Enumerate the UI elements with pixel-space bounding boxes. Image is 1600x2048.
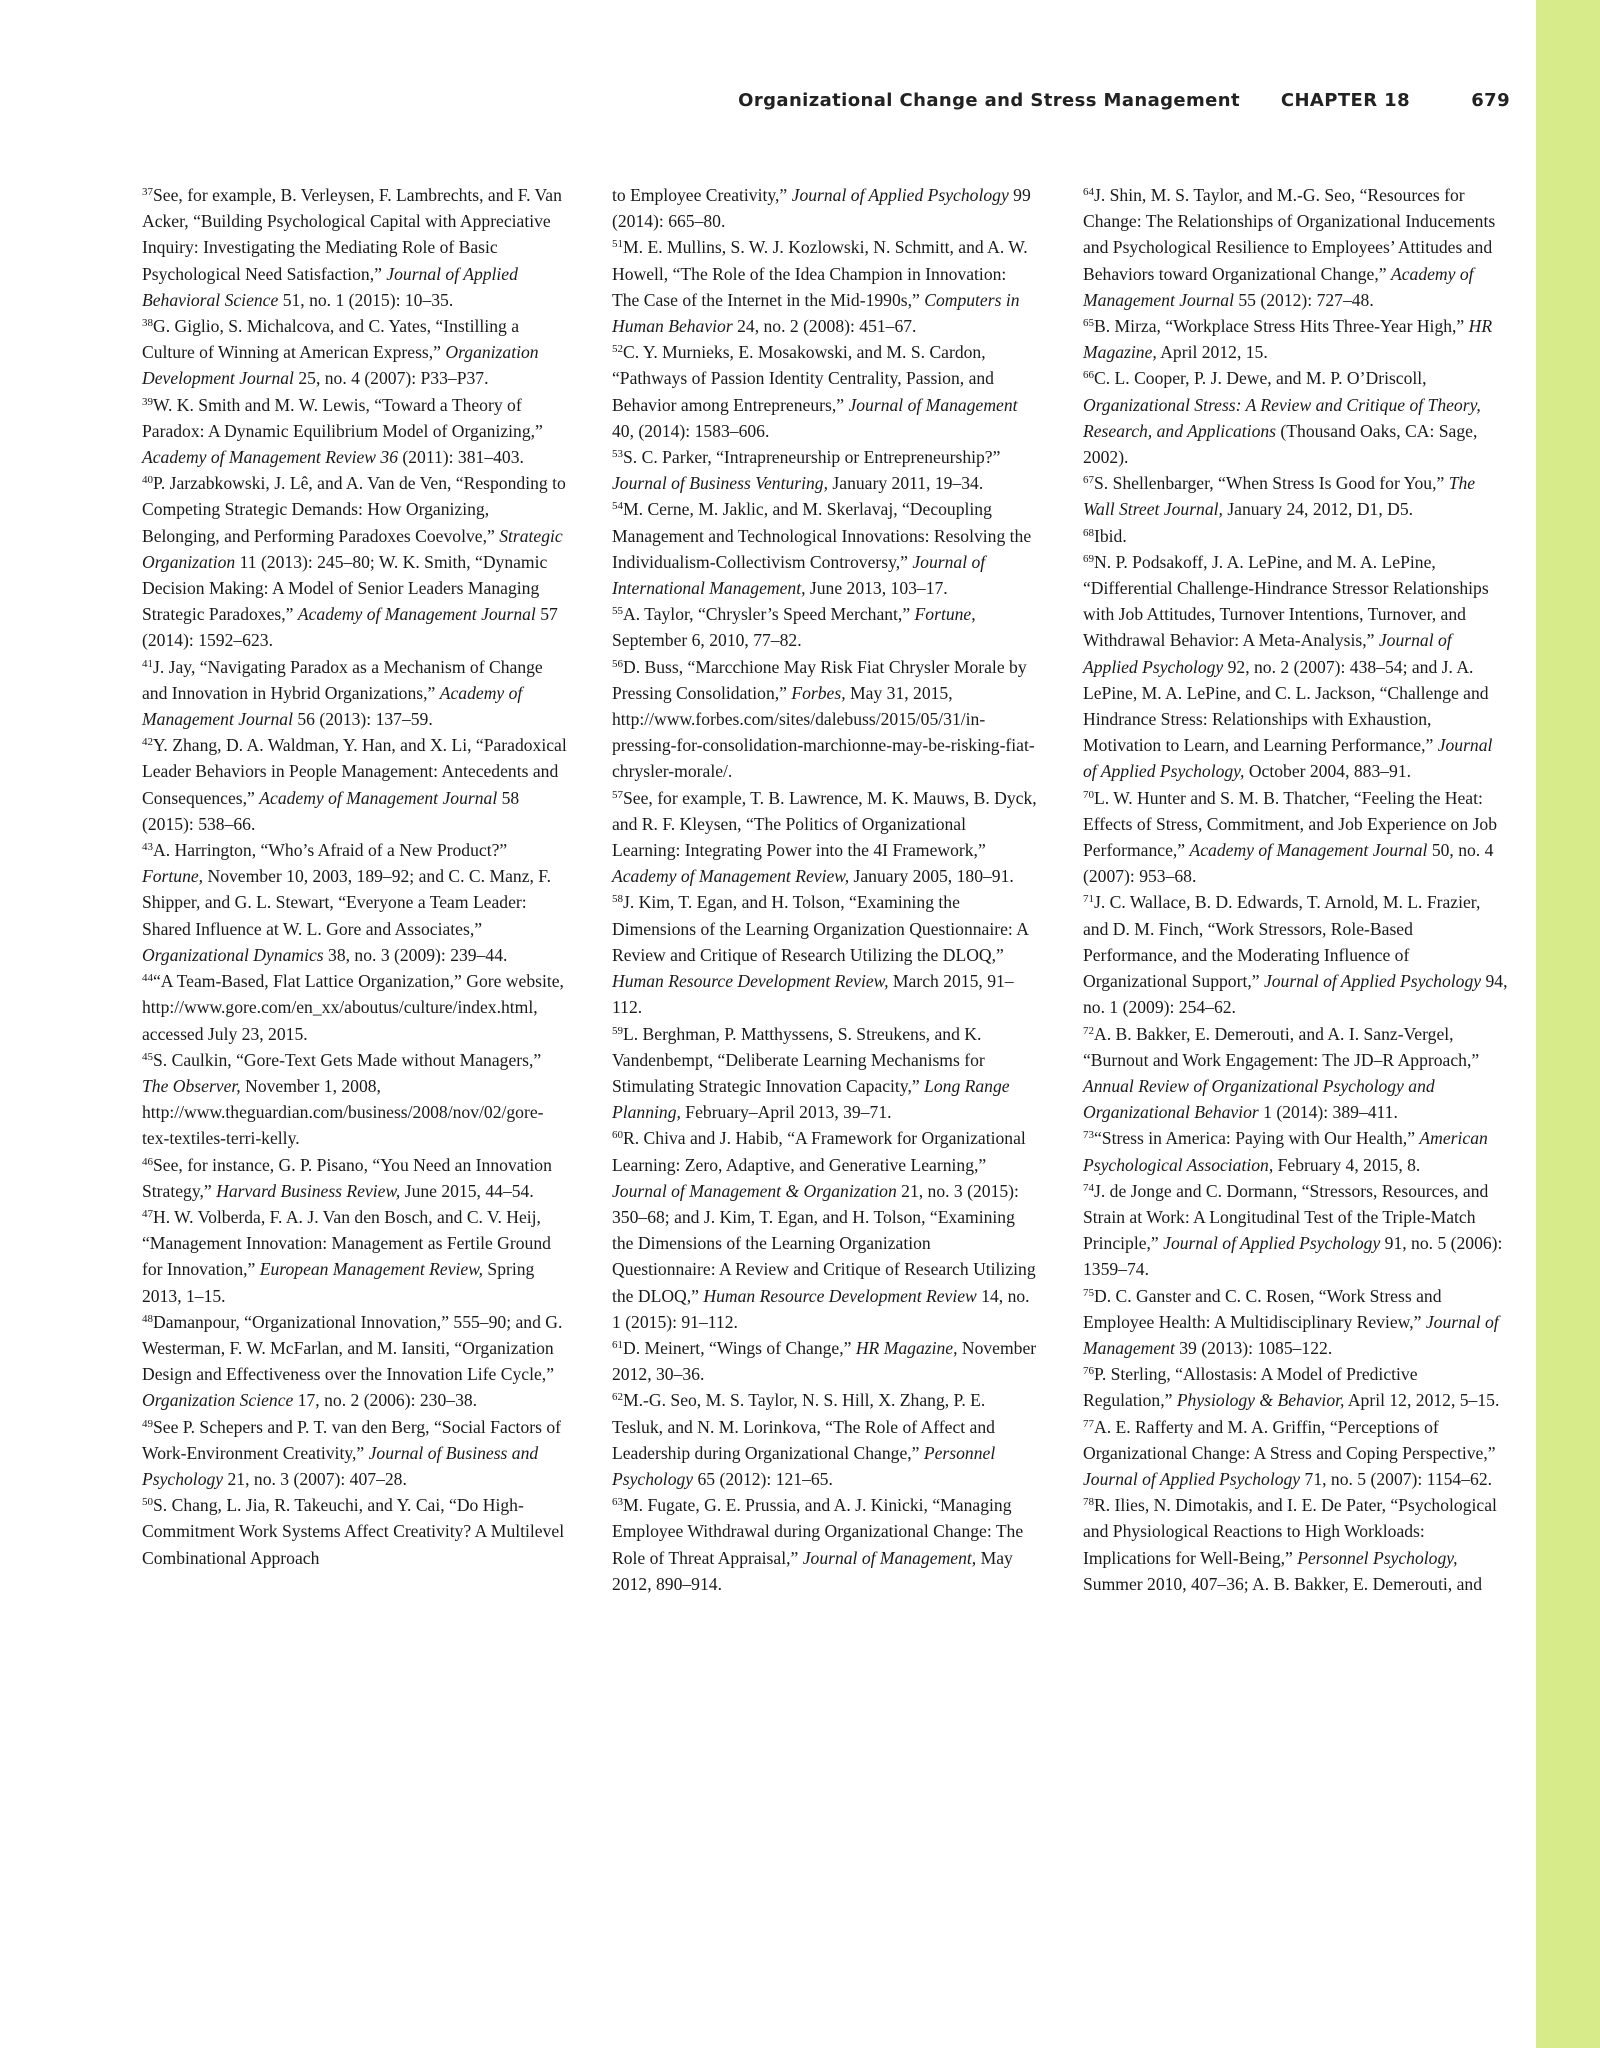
endnote-text: M. Cerne, M. Jaklic, and M. Skerlavaj, “Decoupling Management and Technological Innovations: Resolving the Individualism-Collectivism Controversy,” (612, 499, 1032, 572)
endnote-text: Spring 2013, 1–15. (142, 1259, 535, 1306)
endnote-text: 24, no. 2 (2008): 451–67. (732, 316, 917, 337)
endnote-text: 39 (2013): 1085–122. (1174, 1337, 1333, 1358)
endnote-source-title: American Psychological Association, (1083, 1128, 1488, 1175)
endnote-number: 64 (1083, 186, 1094, 198)
endnote-text: S. Chang, L. Jia, R. Takeuchi, and Y. Cai, “Do High-Commitment Work Systems Affect Creativity? A Multilevel Combinational Approach (142, 1495, 565, 1568)
endnote-number: 45 (142, 1050, 153, 1063)
endnote-text: February–April 2013, 39–71. (680, 1102, 892, 1123)
endnote-source-title: Personnel Psychology (612, 1442, 996, 1489)
endnote-entry (612, 1125, 1037, 1335)
endnote-source-title: Personnel Psychology, (1297, 1547, 1458, 1568)
endnote-source-title: Human Resource Development Review (703, 1285, 977, 1306)
endnote-text: 99 (2014): 665–80. (612, 185, 1031, 232)
endnote-entry (612, 785, 1037, 890)
endnote-entry (612, 1335, 1037, 1387)
endnote-entry (612, 234, 1037, 339)
endnote-text: May 2012, 890–914. (612, 1547, 1013, 1594)
endnote-source-title: Journal of Management & Organization (612, 1180, 897, 1201)
endnote-text: February 4, 2015, 8. (1273, 1154, 1421, 1175)
endnote-text: P. Jarzabkowski, J. Lê, and A. Van de Ven, “Responding to Competing Strategic Demands: How Organizing, Belonging, and Performing Paradoxes Coevolve,” (142, 473, 566, 546)
endnote-text: January 24, 2012, D1, D5. (1222, 499, 1414, 520)
endnote-source-title: Organizational Dynamics (142, 944, 324, 965)
endnote-source-title: Journal of Business and Psychology (142, 1442, 539, 1489)
endnote-text: 51, no. 1 (2015): 10–35. (278, 289, 454, 310)
endnote-text: H. W. Volberda, F. A. J. Van den Bosch, and C. V. Heij, “Management Innovation: Management as Fertile Ground for Innovation,” (142, 1206, 551, 1280)
endnote-text: A. B. Bakker, E. Demerouti, and A. I. Sanz-Vergel, “Burnout and Work Engagement: The JD–R Approach,” (1083, 1023, 1480, 1070)
endnote-source-title: Academy of Management Journal (259, 787, 498, 808)
endnote-source-title: The Observer, (142, 1075, 241, 1096)
endnote-entry (142, 732, 567, 837)
endnote-source-title: Journal of Applied Psychology, (1083, 735, 1493, 782)
notes-column-2 (612, 182, 1037, 1597)
notes-column-3 (1083, 182, 1508, 1597)
endnote-number: 76 (1083, 1365, 1094, 1378)
endnote-text: 21, no. 3 (2015): 350–68; and J. Kim, T. Egan, and H. Tolson, “Examining the Dimensions of the Learning Organization Questionnaire: A Review and Critique of Research Utilizing the DLOQ,” (612, 1180, 1036, 1306)
endnote-source-title: HR Magazine, (1083, 316, 1493, 363)
endnote-entry (612, 496, 1037, 601)
endnote-number: 75 (1083, 1286, 1094, 1299)
endnote-entry (1083, 1178, 1508, 1283)
endnote-number: 58 (612, 893, 623, 906)
endnote-number: 46 (142, 1155, 153, 1168)
endnote-source-title: Fortune, (142, 866, 204, 887)
endnote-number: 50 (142, 1496, 153, 1509)
endnote-entry (142, 1204, 567, 1309)
endnote-source-title: Journal of Applied Psychology (1083, 1468, 1301, 1489)
endnote-text: (2011): 381–403. (398, 447, 524, 468)
endnote-source-title: Strategic Organization (142, 525, 563, 572)
chapter-label: CHAPTER 18 (1280, 90, 1410, 111)
endnote-number: 42 (142, 736, 153, 749)
endnote-source-title: Long Range Planning, (612, 1075, 1010, 1123)
endnote-number: 67 (1083, 474, 1094, 487)
endnote-source-title: Journal of Applied Psychology (1263, 971, 1482, 992)
endnote-text: J. Jay, “Navigating Paradox as a Mechanism of Change and Innovation in Hybrid Organizations,” (142, 656, 543, 703)
endnote-text: S. Caulkin, “Gore-Text Gets Made without Managers,” (153, 1049, 542, 1070)
endnote-entry (1083, 365, 1508, 470)
endnote-source-title: Journal of Applied Psychology (1163, 1233, 1381, 1254)
endnote-text: 56 (2013): 137–59. (292, 709, 433, 730)
endnote-entry (142, 392, 567, 471)
endnote-entry (142, 313, 567, 392)
endnote-text: “Stress in America: Paying with Our Health,” (1094, 1128, 1420, 1149)
endnote-text: J. C. Wallace, B. D. Edwards, T. Arnold, M. L. Frazier, and D. M. Finch, “Work Stressors, Role-Based Performance, and the Moderating Influence of Organizational Support,” (1083, 892, 1481, 992)
endnote-number: 44 (142, 972, 153, 985)
endnote-source-title: Annual Review of Organizational Psychology and Organizational Behavior (1083, 1075, 1435, 1123)
endnote-entry (1083, 1492, 1508, 1597)
endnote-source-title: Academy of Management Review, (612, 866, 850, 887)
endnote-entry (1083, 182, 1508, 313)
endnote-text: November 10, 2003, 189–92; and C. C. Manz, F. Shipper, and G. L. Stewart, “Everyone a Team Leader: Shared Influence at W. L. Gore and Associates,” (142, 866, 552, 939)
endnote-source-title: Harvard Business Review, (216, 1180, 401, 1201)
endnote-source-title: The Wall Street Journal, (1083, 473, 1476, 520)
endnote-source-title: Organization Development Journal (142, 342, 539, 389)
endnote-source-title: Journal of Applied Behavioral Science (142, 263, 518, 310)
endnote-number: 41 (142, 657, 153, 670)
endnote-number: 60 (612, 1129, 623, 1142)
endnote-text: 14, no. 1 (2015): 91–112. (612, 1285, 1030, 1332)
endnote-text: R. Ilies, N. Dimotakis, and I. E. De Pater, “Psychological and Physiological Reactions to High Workloads: Implications for Well-Being,” (1083, 1495, 1497, 1568)
endnote-text: March 2015, 91–112. (612, 971, 1014, 1018)
endnote-source-title: Journal of Management (848, 394, 1018, 415)
endnote-text: 92, no. 2 (2007): 438–54; and J. A. LePine, M. A. LePine, and C. L. Jackson, “Challenge and Hindrance Stress: Relationships with Exhaustion, Motivation to Learn, and Learning Performance,” (1083, 656, 1489, 756)
endnote-text: See, for instance, G. P. Pisano, “You Need an Innovation Strategy,” (142, 1154, 552, 1201)
endnote-text: Y. Zhang, D. A. Waldman, Y. Han, and X. Li, “Paradoxical Leader Behaviors in People Management: Antecedents and Consequences,” (142, 735, 567, 808)
page-edge-color-band (1536, 0, 1600, 2048)
endnote-number: 73 (1083, 1129, 1094, 1142)
endnote-entry (1083, 470, 1508, 522)
endnote-entry (142, 1047, 567, 1152)
endnote-text: May 31, 2015, http://www.forbes.com/sites/dalebuss/2015/05/31/in-pressing-for-consolidation-marchionne-may-be-risking-fiat-chrysler-morale/. (612, 682, 1035, 782)
endnote-source-title: Journal of Business Venturing, (612, 473, 829, 494)
endnote-text: C. L. Cooper, P. J. Dewe, and M. P. O’Driscoll, (1094, 368, 1427, 389)
endnote-text: 17, no. 2 (2006): 230–38. (293, 1390, 478, 1411)
endnote-number: 48 (142, 1312, 153, 1325)
endnote-entry (612, 339, 1037, 444)
endnote-text: M. E. Mullins, S. W. J. Kozlowski, N. Schmitt, and A. W. Howell, “The Role of the Idea Champion in Innovation: The Case of the Internet in the Mid-1990s,” (612, 237, 1028, 310)
endnote-number: 43 (142, 841, 153, 854)
endnote-entry (142, 837, 567, 968)
endnote-text: January 2011, 19–34. (828, 473, 984, 494)
endnote-entry (612, 654, 1037, 785)
endnote-number: 61 (612, 1338, 623, 1351)
endnote-source-title: Journal of Applied Psychology (791, 185, 1009, 205)
endnote-entry (612, 1387, 1037, 1492)
endnote-source-title: Journal of Management (1083, 1311, 1499, 1358)
endnote-number: 38 (142, 317, 153, 330)
endnote-text: A. E. Rafferty and M. A. Griffin, “Perceptions of Organizational Change: A Stress and Coping Perspective,” (1083, 1416, 1496, 1463)
endnote-number: 51 (612, 238, 623, 251)
endnote-text: S. C. Parker, “Intrapreneurship or Entrepreneurship?” (623, 447, 1001, 468)
endnote-entry (1083, 1125, 1508, 1177)
endnote-text: C. Y. Murnieks, E. Mosakowski, and M. S. Cardon, “Pathways of Passion Identity Centrality, Passion, and Behavior among Entrepreneurs,” (612, 342, 994, 415)
endnote-entry (142, 1414, 567, 1493)
endnote-number: 39 (142, 395, 153, 408)
endnote-text: 50, no. 4 (2007): 953–68. (1083, 840, 1494, 887)
endnote-number: 72 (1083, 1024, 1094, 1037)
endnote-source-title: Academy of Management Journal (142, 682, 523, 730)
endnote-entry (612, 601, 1037, 653)
endnote-text: A. Taylor, “Chrysler’s Speed Merchant,” (623, 604, 915, 625)
endnote-number: 53 (612, 448, 623, 461)
endnote-source-title: Academy of Management Journal (1189, 840, 1428, 861)
endnote-entry (142, 1492, 567, 1571)
endnote-entry (1083, 523, 1508, 549)
endnote-source-title: Journal of Applied Psychology (1083, 630, 1452, 677)
endnote-number: 56 (612, 657, 623, 670)
endnote-entry (142, 1309, 567, 1414)
endnote-source-title: HR Magazine, (855, 1337, 958, 1358)
endnote-text: “A Team-Based, Flat Lattice Organization,” Gore website, http://www.gore.com/en_xx/aboutus/culture/index.html, accessed July 23, 2015. (142, 971, 564, 1044)
endnote-number: 77 (1083, 1417, 1094, 1430)
endnote-text: M.-G. Seo, M. S. Taylor, N. S. Hill, X. Zhang, P. E. Tesluk, and N. M. Lorinkova, “The Role of Affect and Leadership during Organizational Change,” (612, 1390, 995, 1463)
endnote-text: September 6, 2010, 77–82. (612, 630, 802, 651)
endnote-text: November 1, 2008, http://www.theguardian.com/business/2008/nov/02/gore-tex-textiles-terri-kelly. (142, 1075, 544, 1149)
endnote-number: 62 (612, 1391, 623, 1404)
endnote-text: Damanpour, “Organizational Innovation,” 555–90; and G. Westerman, F. W. McFarlan, and M. Iansiti, “Organization Design and Effectiveness over the Innovation Life Cycle,” (142, 1311, 563, 1385)
endnote-source-title: Fortune, (914, 604, 976, 625)
endnote-source-title: Journal of International Management, (612, 551, 986, 599)
endnote-source-title: Human Resource Development Review, (612, 971, 889, 992)
endnote-entry (1083, 1021, 1508, 1126)
endnote-number: 47 (142, 1207, 153, 1220)
endnote-source-title: Physiology & Behavior, (1176, 1390, 1345, 1411)
endnote-source-title: Academy of Management Journal (1083, 263, 1474, 310)
endnote-number: 59 (612, 1024, 623, 1037)
endnote-text: N. P. Podsakoff, J. A. LePine, and M. A. LePine, “Differential Challenge-Hindrance Stressor Relationships with Job Attitudes, Turnover Intentions, Turnover, and Withdrawal Behavior: A Meta-Analysis,” (1083, 551, 1489, 651)
endnote-text: R. Chiva and J. Habib, “A Framework for Organizational Learning: Zero, Adaptive, and Generative Learning,” (612, 1128, 1026, 1175)
endnote-number: 52 (612, 343, 623, 356)
page-number: 679 (1471, 90, 1510, 111)
endnote-text: J. Kim, T. Egan, and H. Tolson, “Examining the Dimensions of the Learning Organization Questionnaire: A Review and Critique of Research Utilizing the DLOQ,” (612, 892, 1028, 965)
notes-column-1 (142, 182, 567, 1571)
endnote-entry (612, 182, 1037, 234)
running-header (0, 90, 1510, 116)
endnote-text: April 2012, 15. (1156, 342, 1268, 363)
endnote-text: J. Shin, M. S. Taylor, and M.-G. Seo, “Resources for Change: The Relationships of Organizational Inducements and Psychological Resilience to Employees’ Attitudes and Behaviors toward Organizational Change,” (1083, 185, 1496, 284)
endnote-text: See P. Schepers and P. T. van den Berg, “Social Factors of Work-Environment Creativity,” (142, 1416, 562, 1463)
endnote-source-title: European Management Review, (259, 1259, 484, 1280)
endnote-source-title: Organizational Stress: A Review and Critique of Theory, Research, and Applications (1083, 394, 1481, 441)
endnote-entry (1083, 1283, 1508, 1362)
endnote-entry (612, 1492, 1037, 1597)
endnote-number: 37 (142, 186, 153, 198)
endnote-text: G. Giglio, S. Michalcova, and C. Yates, “Instilling a Culture of Winning at American Express,” (142, 316, 520, 363)
endnote-text: June 2013, 103–17. (805, 578, 948, 599)
endnote-entry (1083, 1361, 1508, 1413)
endnote-entry (1083, 785, 1508, 890)
endnote-text: 38, no. 3 (2009): 239–44. (323, 944, 508, 965)
endnote-text: P. Sterling, “Allostasis: A Model of Predictive Regulation,” (1083, 1364, 1418, 1411)
endnote-number: 57 (612, 788, 623, 801)
endnote-text: 21, no. 3 (2007): 407–28. (223, 1468, 407, 1489)
endnote-entry (1083, 1414, 1508, 1493)
endnote-entry (1083, 313, 1508, 365)
endnote-number: 68 (1083, 526, 1094, 539)
endnote-text: D. Buss, “Marcchione May Risk Fiat Chrysler Morale by Pressing Consolidation,” (612, 656, 1027, 703)
endnote-text: 91, no. 5 (2006): 1359–74. (1083, 1233, 1503, 1280)
endnote-source-title: Organization Science (142, 1390, 294, 1411)
endnote-source-title: Academy of Management Journal (297, 604, 536, 625)
endnote-text: April 12, 2012, 5–15. (1344, 1390, 1500, 1411)
endnote-text: L. Berghman, P. Matthyssens, S. Streukens, and K. Vandenbempt, “Deliberate Learning Mechanisms for Stimulating Strategic Innovation Capacity,” (612, 1023, 985, 1096)
endnote-source-title: Academy of Management Review 36 (142, 447, 398, 468)
endnote-text: 71, no. 5 (2007): 1154–62. (1300, 1468, 1493, 1489)
endnote-text: L. W. Hunter and S. M. B. Thatcher, “Feeling the Heat: Effects of Stress, Commitment, and Job Experience on Job Performance,” (1083, 787, 1498, 861)
endnote-text: June 2015, 44–54. (400, 1180, 534, 1201)
endnote-text: 94, no. 1 (2009): 254–62. (1083, 971, 1508, 1018)
endnote-text: Summer 2010, 407–36; A. B. Bakker, E. Demerouti, and (1083, 1573, 1483, 1594)
endnote-text: Ibid. (1094, 525, 1127, 546)
endnote-entry (142, 968, 567, 1047)
endnote-text: 1 (2014): 389–411. (1258, 1102, 1398, 1123)
endnote-source-title: Journal of Management, (802, 1547, 977, 1568)
endnote-text: 11 (2013): 245–80; W. K. Smith, “Dynamic Decision Making: A Model of Senior Leaders Managing Strategic Paradoxes,” (142, 551, 548, 625)
endnote-text: 58 (2015): 538–66. (142, 787, 520, 834)
endnote-number: 54 (612, 500, 623, 513)
endnote-number: 40 (142, 474, 153, 487)
endnote-text: 40, (2014): 1583–606. (612, 420, 770, 441)
endnote-number: 65 (1083, 317, 1094, 330)
endnote-text: 65 (2012): 121–65. (693, 1468, 833, 1489)
endnote-text: to Employee Creativity,” (612, 185, 792, 205)
endnote-text: November 2012, 30–36. (612, 1337, 1037, 1385)
endnote-number: 78 (1083, 1496, 1094, 1509)
endnote-number: 71 (1083, 893, 1094, 906)
running-header-title: Organizational Change and Stress Management (738, 90, 1240, 111)
endnote-text: 55 (2012): 727–48. (1233, 289, 1374, 310)
endnote-entry (142, 182, 567, 313)
endnote-text: 57 (2014): 1592–623. (142, 604, 558, 651)
endnote-source-title: Computers in Human Behavior (612, 289, 1020, 337)
endnote-text: See, for example, T. B. Lawrence, M. K. Mauws, B. Dyck, and R. F. Kleysen, “The Politics of Organizational Learning: Integrating Power into the 4I Framework,” (612, 787, 1037, 861)
endnote-entry (142, 470, 567, 653)
endnote-text: D. C. Ganster and C. C. Rosen, “Work Stress and Employee Health: A Multidisciplinary Review,” (1083, 1285, 1442, 1332)
endnote-number: 69 (1083, 552, 1094, 565)
endnote-text: S. Shellenbarger, “When Stress Is Good for You,” (1094, 473, 1449, 494)
endnote-text: See, for example, B. Verleysen, F. Lambrechts, and F. Van Acker, “Building Psychological Capital with Appreciative Inquiry: Investigating the Mediating Role of Basic Psychological Need Satisfaction,” (142, 185, 562, 284)
endnote-text: (Thousand Oaks, CA: Sage, 2002). (1083, 420, 1478, 468)
endnote-number: 55 (612, 605, 623, 618)
endnote-number: 66 (1083, 369, 1094, 382)
endnote-text: 25, no. 4 (2007): P33–P37. (293, 368, 489, 389)
endnote-number: 70 (1083, 788, 1094, 801)
endnote-number: 49 (142, 1417, 153, 1430)
endnote-source-title: Forbes, (791, 682, 846, 703)
endnote-text: J. de Jonge and C. Dormann, “Stressors, Resources, and Strain at Work: A Longitudinal Test of the Triple-Match Principle,” (1083, 1180, 1489, 1254)
endnote-text: D. Meinert, “Wings of Change,” (623, 1337, 856, 1358)
endnote-number: 74 (1083, 1181, 1094, 1194)
endnote-entry (612, 444, 1037, 496)
endnote-text: October 2004, 883–91. (1244, 761, 1412, 782)
endnote-text: W. K. Smith and M. W. Lewis, “Toward a Theory of Paradox: A Dynamic Equilibrium Model of Organizing,” (142, 394, 543, 441)
endnote-entry (142, 1152, 567, 1204)
endnote-entry (1083, 549, 1508, 785)
endnote-entry (612, 889, 1037, 1020)
endnote-entry (612, 1021, 1037, 1126)
endnote-text: M. Fugate, G. E. Prussia, and A. J. Kinicki, “Managing Employee Withdrawal during Organizational Change: The Role of Threat Appraisal,” (612, 1495, 1024, 1568)
endnote-text: January 2005, 180–91. (849, 866, 1014, 887)
endnote-number: 63 (612, 1496, 623, 1509)
endnote-entry (142, 654, 567, 733)
endnote-text: A. Harrington, “Who’s Afraid of a New Product?” (153, 840, 508, 861)
endnote-text: B. Mirza, “Workplace Stress Hits Three-Year High,” (1094, 316, 1469, 337)
endnote-entry (1083, 889, 1508, 1020)
